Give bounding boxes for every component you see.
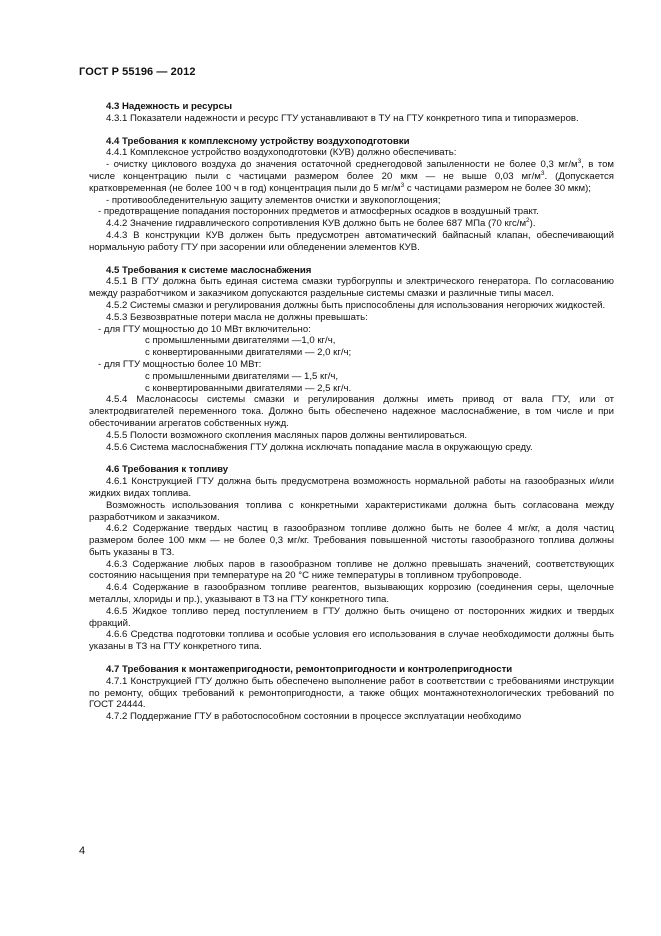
bullet-text-part: , в том числе концентрацию пыли с частицами размером более 20 мкм — не выше 0,03 мг/м bbox=[89, 159, 614, 182]
bullet-text-part: - очистку циклового воздуха до значения остаточной среднегодовой запыленности не более 0,3 мг/м bbox=[106, 159, 578, 171]
paragraph-4-6-1-continued: Возможность использования топлива с конкретными характеристиками должна быть согласована между разработчиком и заказчиком. bbox=[89, 499, 614, 523]
paragraph-4-4-1: 4.4.1 Комплексное устройство воздухоподготовки (КУВ) должно обеспечивать: bbox=[106, 147, 457, 159]
section-heading-4-6: 4.6 Требования к топливу bbox=[106, 464, 229, 476]
sub-item-industrial-1: с промышленными двигателями —1,0 кг/ч, bbox=[145, 335, 336, 347]
bullet-text-part: . (Допускается кратковременная (не более 100 ч в год) концентрация пыли до 5 мг/м bbox=[89, 170, 615, 194]
bullet-power-up-to-10mw: - для ГТУ мощностью до 10 МВт включительно: bbox=[98, 323, 311, 335]
section-heading-4-5: 4.5 Требования к системе маслоснабжения bbox=[106, 264, 312, 276]
paragraph-4-5-5: 4.5.5 Полости возможного скопления масляных паров должны вентилироваться. bbox=[106, 429, 468, 441]
paragraph-4-6-1: 4.6.1 Конструкцией ГТУ должна быть предусмотрена возможность нормальной работы на газообразных и/или жидких видах топлива. bbox=[89, 476, 614, 499]
superscript: 3 bbox=[400, 181, 405, 189]
section-heading-4-4: 4.4 Требования к комплексному устройству воздухоподготовки bbox=[106, 135, 410, 147]
paragraph-4-5-2: 4.5.2 Системы смазки и регулирования должны быть приспособлены для использования негорючих жидкостей. bbox=[106, 299, 606, 311]
sub-item-converted-1: с конвертированными двигателями — 2,0 кг/ч; bbox=[145, 347, 352, 359]
superscript: 3 bbox=[540, 169, 545, 177]
page-number: 4 bbox=[79, 845, 86, 857]
bullet-foreign-objects: - предотвращение попадания посторонних предметов и атмосферных осадков в воздушный тракт. bbox=[98, 206, 539, 218]
bullet-text-part: с частицами размером не более 30 мкм); bbox=[404, 182, 591, 194]
superscript: 3 bbox=[577, 158, 582, 165]
paragraph-text-part: 4.4.2 Значение гидравлического сопротивления КУВ должно быть не более 687 МПа (70 кгс/м bbox=[106, 218, 527, 230]
paragraph-4-5-1: 4.5.1 В ГТУ должна быть единая система смазки турбогруппы и электрического генератора. По согласованию между разработчиком и заказчиком допускаются раздельные системы смазки и различные типы масел. bbox=[89, 276, 614, 300]
document-header: ГОСТ Р 55196 — 2012 bbox=[79, 66, 196, 78]
paragraph-4-5-4: 4.5.4 Маслонасосы системы смазки и регулирования должны иметь привод от вала ГТУ, или от электродвигателей переменного тока. Должно быть обеспечено надежное маслоснабжение, в том числе и при обесточивании агрегатов собственных нужд. bbox=[89, 394, 614, 429]
bullet-anti-icing: - противообледенительную защиту элементов очистки и звукопоглощения; bbox=[106, 194, 441, 206]
paragraph-4-6-4: 4.6.4 Содержание в газообразном топливе реагентов, вызывающих коррозию (соединения серы, щелочные металлы, хлориды и пр.), указывают в ТЗ на ГТУ конкретного типа. bbox=[89, 582, 614, 606]
bullet-power-over-10mw: - для ГТУ мощностью более 10 МВт: bbox=[98, 358, 262, 370]
section-heading-4-3: 4.3 Надежность и ресурсы bbox=[106, 101, 233, 112]
paragraph-4-5-6: 4.5.6 Система маслоснабжения ГТУ должна исключать попадание масла в окружающую среду. bbox=[106, 441, 533, 453]
bullet-air-cleaning bbox=[89, 159, 614, 194]
paragraph-4-4-3: 4.4.3 В конструкции КУВ должен быть предусмотрен автоматический байпасный клапан, обеспечивающий нормальную работу ГТУ при засорении или обледенении элементов КУВ. bbox=[89, 229, 614, 253]
sub-item-converted-2: с конвертированными двигателями — 2,5 кг/ч. bbox=[145, 382, 352, 394]
paragraph-4-6-2: 4.6.2 Содержание твердых частиц в газообразном топливе должно быть не более 4 мг/кг, а доля частиц размером более 100 мкм — не более 0,3 мг/кг. Требования повышенной чистоты газообразного топлива должны быть указаны в ТЗ. bbox=[89, 523, 614, 558]
paragraph-4-6-5: 4.6.5 Жидкое топливо перед поступлением в ГТУ должно быть очищено от посторонних жидких и твердых фракций. bbox=[89, 605, 614, 629]
paragraph-4-7-2: 4.7.2 Поддержание ГТУ в работоспособном состоянии в процессе эксплуатации необходимо bbox=[106, 711, 522, 723]
superscript: 2 bbox=[526, 216, 530, 224]
paragraph-4-6-6: 4.6.6 Средства подготовки топлива и особые условия его использования в случае необходимости должны быть указаны в ТЗ на ГТУ конкретного типа. bbox=[89, 629, 614, 653]
section-heading-4-7: 4.7 Требования к монтажепригодности, ремонтопригодности и контролепригодности bbox=[106, 664, 513, 676]
document-body bbox=[89, 101, 614, 723]
paragraph-4-4-2 bbox=[89, 218, 614, 230]
paragraph-4-5-3: 4.5.3 Безвозвратные потери масла не должны превышать: bbox=[106, 311, 368, 323]
paragraph-text-part: ). bbox=[529, 218, 536, 230]
sub-item-industrial-2: с промышленными двигателями — 1,5 кг/ч, bbox=[145, 370, 339, 382]
paragraph-4-3-1: 4.3.1 Показатели надежности и ресурс ГТУ устанавливают в ТУ на ГТУ конкретного типа и типоразмеров. bbox=[106, 112, 579, 124]
paragraph-4-7-1: 4.7.1 Конструкцией ГТУ должно быть обеспечено выполнение работ в соответствии с требованиями инструкции по ремонту, общих требований к ремонтопригодности, а также общих монтажнотехнологических требований по ГОСТ 24444. bbox=[89, 675, 614, 711]
paragraph-4-6-3: 4.6.3 Содержание любых паров в газообразном топливе не должно превышать значений, соответствующих состоянию насыщения при температуре на 20 °С ниже температуры в топливном трубопроводе. bbox=[89, 558, 614, 582]
